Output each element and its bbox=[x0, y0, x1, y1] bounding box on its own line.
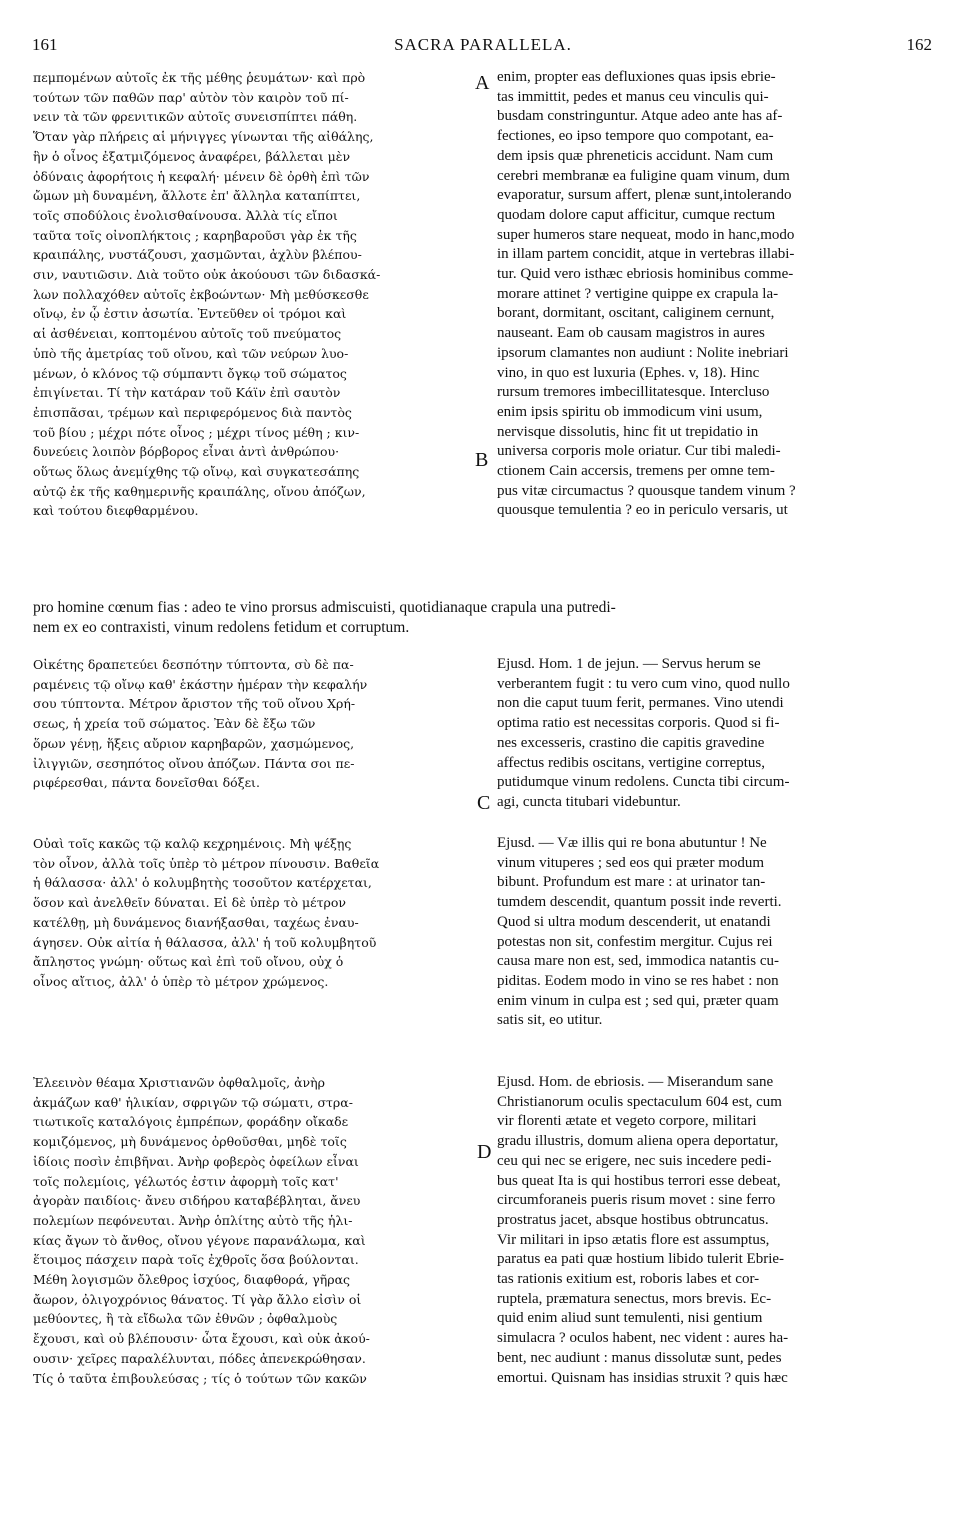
text-line: ipsorum clamantes non audiunt : Nolite inebriari bbox=[497, 344, 789, 361]
margin-marker-b: B bbox=[475, 449, 489, 471]
text-line: vinum vituperes ; sed eos qui præter modum bbox=[497, 854, 765, 871]
text-line: ἰλιγγιῶν, σεσηπότος οἴνου ἀπόζων. Πάντα σοι πε- bbox=[33, 755, 355, 771]
text-line: ctionem Cain accersis, tremens per omne tem- bbox=[497, 463, 775, 480]
text-line: οἴνῳ, ἐν ᾧ ἐστιν ἀσωτία. Ἐντεῦθεν οἱ τρόμοι καὶ bbox=[33, 306, 347, 322]
text-line: ἄωρον, ὀλιγοχρόνιος θάνατος. Τί γὰρ ἄλλο εἰσὶν οἱ bbox=[33, 1291, 362, 1307]
latin-column-section-1 bbox=[497, 68, 935, 521]
text-line: ἐπισπᾶσαι, τρέμων καὶ περιφερόμενος διὰ παντὸς bbox=[33, 404, 352, 420]
text-line: ceu qui nec se erigere, nec suis incedere pedi- bbox=[497, 1152, 772, 1169]
text-line: pus vitæ circumactus ? quousque tandem vinum ? bbox=[497, 482, 796, 499]
text-line: Quod si ultra modum descenderit, ut enatandi bbox=[497, 913, 771, 930]
text-line: ἡ θάλασσα· ἀλλ' ὁ κολυμβητὴς τοσοῦτον κατέρχεται, bbox=[33, 875, 372, 891]
text-line: nem ex eo contraxisti, vinum redolens fetidum et corruptum. bbox=[33, 618, 410, 636]
text-line: quousque temulentia ? eo in periculo versaris, ut bbox=[497, 502, 788, 519]
text-line: ἀκμάζων καθ' ἡλικίαν, σφριγῶν τῷ σώματι, στρα- bbox=[33, 1094, 353, 1110]
text-line: gradu illustris, domum aliena opera deportatur, bbox=[497, 1133, 779, 1150]
text-line: κατέλθῃ, μὴ δυνάμενος διανήξασθαι, ταχέως ἐναυ- bbox=[33, 914, 359, 930]
left-page-number: 161 bbox=[32, 35, 58, 54]
text-line: tumdem descendit, quantum possit inde reverti. bbox=[497, 894, 782, 911]
text-line: prostratus jacet, absque hostibus obtruncatus. bbox=[497, 1211, 769, 1228]
text-line: quodam dolore caput afficitur, cumque rectum bbox=[497, 206, 776, 223]
text-line: οἶνος αἴτιος, ἀλλ' ὁ ὑπὲρ τὸ μέτρον χρώμενος. bbox=[33, 973, 329, 989]
text-line: μένων, ὁ κλόνος τῷ σύμπαντι ὄγκῳ τοῦ σώματος bbox=[33, 365, 347, 381]
text-line: bus queat Ita is qui hostibus terrori esse debeat, bbox=[497, 1172, 781, 1189]
text-line: ἣν ὁ οἶνος ἐξατμιζόμενος ἀναφέρει, βάλλεται μὲν bbox=[33, 148, 351, 164]
text-line: verberantem fugit : tu vero cum vino, quod nullo bbox=[497, 675, 790, 692]
text-line: δυνεύεις λοιπὸν βόρβορος εἶναι ἀντὶ ἀνθρώπου· bbox=[33, 444, 340, 460]
text-line: τὸν οἶνον, ἀλλὰ τοῖς ὑπὲρ τὸ μέτρον πίνουσιν. Βαθεῖα bbox=[33, 855, 380, 871]
text-line: Ejusd. Hom. de ebriosis. — Miserandum sane bbox=[497, 1074, 774, 1090]
text-line: οὕτως ὅλως ἀνεμίχθης τῷ οἴνῳ, καὶ συγκατεσάπης bbox=[33, 464, 360, 480]
text-line: τοῖς πολεμίοις, γέλωτός ἐστιν ἀφορμὴ τοῖς κατ' bbox=[33, 1173, 339, 1189]
text-line: κίας ἄγων τὸ ἄνθος, οἴνου γέγονε παρανάλωμα, καὶ bbox=[33, 1232, 366, 1248]
margin-marker-d: D bbox=[477, 1141, 492, 1163]
text-line: άγησεν. Οὐκ αἰτία ἡ θάλασσα, ἀλλ' ἡ τοῦ κολυμβητοῦ bbox=[33, 934, 377, 950]
text-line: ταῦτα τοῖς οἰνοπλήκτοις ; καρηβαροῦσι γὰρ ἐκ τῆς bbox=[33, 227, 357, 243]
text-line: fectiones, eo ipso tempore quo compotant, ea- bbox=[497, 128, 774, 145]
text-line: tas rationis exitium est, roboris labes et cor- bbox=[497, 1271, 760, 1288]
text-line: σεως, ἡ χρεία τοῦ σώματος. Ἐὰν δὲ ἔξω τῶν bbox=[33, 716, 316, 732]
running-header bbox=[30, 35, 936, 57]
text-line: non die caput tuum ferit, permanes. Vino utendi bbox=[497, 695, 784, 712]
text-line: paratus ea pati quæ hostium libido tulerit Ebrie- bbox=[497, 1251, 785, 1268]
text-line: Ἐλεεινὸν θέαμα Χριστιανῶν ὀφθαλμοῖς, ἀνὴρ bbox=[33, 1075, 325, 1090]
text-line: ἕτοιμος πάσχειν παρὰ τοῖς ἐχθροῖς ὅσα βούλονται. bbox=[33, 1252, 359, 1268]
text-line: ὑπὸ τῆς ἀμετρίας τοῦ οἴνου, καὶ τῶν νεύρων λυο- bbox=[33, 345, 349, 361]
text-line: emortui. Quisnam has insidias struxit ? quis hæc bbox=[497, 1369, 788, 1386]
text-line: Οὐαὶ τοῖς κακῶς τῷ καλῷ κεχρημένοις. Μὴ ψέξῃς bbox=[33, 836, 352, 851]
text-line: τοῖς σποδύλοις ἐνολισθαίνουσα. Ἀλλὰ τίς εἴποι bbox=[33, 207, 338, 223]
text-line: ruptela, præmatura senectus, mors brevis. Ec- bbox=[497, 1290, 772, 1307]
text-line: tas immittit, pedes et manus ceu vinculis qui- bbox=[497, 88, 769, 105]
text-line: ὅρων γένῃ, ἥξεις αὔριον καρηβαρῶν, χασμώμενος, bbox=[33, 735, 355, 751]
text-line: putidumque vinum redolens. Cuncta tibi circum- bbox=[497, 774, 790, 791]
text-line: nes excesseris, crastino die capitis gravedine bbox=[497, 734, 765, 751]
text-line: enim vinum in culpa est ; sed qui, præter quam bbox=[497, 992, 779, 1009]
text-line: Christianorum oculis spectaculum 604 est, cum bbox=[497, 1093, 782, 1110]
latin-column-section-2 bbox=[497, 655, 935, 813]
text-line: borant, dormitant, oscitant, caliginem cernunt, bbox=[497, 305, 775, 322]
text-line: ὤμων μὴ δυναμένη, ἄλλοτε ἐπ' ἄλληλα καταπίπτει, bbox=[33, 188, 361, 204]
text-line: τοῦ βίου ; μέχρι πότε οἶνος ; μέχρι τίνος μέθη ; κιν- bbox=[33, 424, 360, 440]
text-line: in illam partem concidit, atque in vertebras illabi- bbox=[497, 246, 795, 263]
text-line: enim ipsis spiritu ob immodicum vini usum, bbox=[497, 403, 763, 420]
text-line: νειν τὰ τῶν φρενιτικῶν αὐτοῖς συνεισπίπτει πάθη. bbox=[33, 109, 358, 125]
text-line: optima ratio est necessitas corporis. Quod si fi- bbox=[497, 715, 780, 732]
text-line: satis sit, eo utitur. bbox=[497, 1012, 603, 1029]
text-line: circumforaneis pueris risum movet : sine ferro bbox=[497, 1192, 776, 1209]
text-line: σιν, ναυτιῶσιν. Διὰ τοῦτο οὐκ ἀκούουσι τῶν διδασκά- bbox=[33, 267, 381, 283]
text-line: enim, propter eas defluxiones quas ipsis ebrie- bbox=[497, 69, 776, 85]
text-line: dem ipsis quæ phreneticis accidunt. Nam cum bbox=[497, 147, 774, 164]
text-line: Τίς ὁ ταῦτα ἐπιβουλεύσας ; τίς ὁ τούτων τῶν κακῶν bbox=[33, 1370, 367, 1386]
text-line: affectus redibis oscitans, vertigine correptus, bbox=[497, 754, 765, 771]
text-line: universa corporis mole oriatur. Cur tibi maledi- bbox=[497, 443, 781, 460]
text-line: morare attinet ? vertigine quippe ex crapula la- bbox=[497, 285, 779, 302]
text-line: ἔχουσι, καὶ οὐ βλέπουσιν· ὦτα ἔχουσι, καὶ οὐκ ἀκού- bbox=[33, 1331, 370, 1347]
text-line: tur. Quid vero isthæc ebriosis hominibus comme- bbox=[497, 266, 794, 283]
text-line: cerebri membranæ ea fuligine quam vinum, dum bbox=[497, 167, 790, 184]
right-page-number: 162 bbox=[906, 35, 932, 54]
full-width-continuation bbox=[33, 598, 936, 637]
running-title: SACRA PARALLELA. bbox=[394, 35, 572, 54]
text-line: agi, cuncta titubari videbuntur. bbox=[497, 793, 681, 810]
text-line: Vir militari in ipso ætatis flore est assumptus, bbox=[497, 1231, 770, 1248]
text-line: Ejusd. — Væ illis qui re bona abutuntur ! Ne bbox=[497, 835, 767, 851]
text-line: ὀδύναις ἀφορήτοις ἡ κεφαλή· μένειν δὲ ὀρθὴ ἐπὶ τῶν bbox=[33, 168, 370, 184]
text-line: πεμπομένων αὐτοῖς ἐκ τῆς μέθης ῥευμάτων· καὶ πρὸ bbox=[33, 70, 366, 85]
text-line: τούτων τῶν παθῶν παρ' αὐτὸν τὸν καιρὸν τοῦ πί- bbox=[33, 89, 349, 105]
text-line: αὐτῷ ἐκ τῆς καθημερινῆς κραιπάλης, οἴνου ἀπόζων, bbox=[33, 483, 366, 499]
text-line: nervisque dissolutis, hinc fit ut trepidatio in bbox=[497, 423, 759, 440]
greek-column-section-3 bbox=[33, 834, 481, 992]
text-line: bent, nec audiunt : manus dissolutæ sunt, pedes bbox=[497, 1349, 782, 1366]
text-line: piditas. Eodem modo in vino se res habet : non bbox=[497, 972, 779, 989]
text-line: potestas non sit, confestim mergitur. Cujus rei bbox=[497, 933, 773, 950]
text-line: τιωτικοῖς καταλόγοις ἐμπρέπων, φοράδην οἴκαδε bbox=[33, 1114, 349, 1130]
text-line: vino, in quo est luxuria (Ephes. v, 18). Hinc bbox=[497, 364, 760, 381]
text-line: ἀγορὰν παιδίοις· ἄνευ σιδήρου καταβέβληται, ἄνευ bbox=[33, 1193, 361, 1209]
text-line: κομιζόμενος, μὴ δυνάμενος ὀρθοῦσθαι, μηδὲ τοῖς bbox=[33, 1134, 347, 1150]
margin-marker-a: A bbox=[475, 72, 490, 94]
text-line: λων πολλαχόθεν αὐτοῖς ἐκβοώντων· Μὴ μεθύσκεσθε bbox=[33, 286, 369, 302]
text-line: quid enim aliud sunt temulenti, nisi gentium bbox=[497, 1310, 763, 1327]
text-line: ραμένεις τῷ οἴνῳ καθ' ἑκάστην ἡμέραν τὴν κεφαλήν bbox=[33, 676, 368, 692]
text-line: ουσιν· χεῖρες παραλέλυνται, πόδες ἀπενεκρώθησαν. bbox=[33, 1350, 366, 1366]
text-line: Ejusd. Hom. 1 de jejun. — Servus herum se bbox=[497, 656, 761, 672]
text-line: rursum tremores imbecillitatesque. Intercluso bbox=[497, 384, 770, 401]
text-line: Οἰκέτης δραπετεύει δεσπότην τύπτοντα, σὺ δὲ πα- bbox=[33, 657, 354, 672]
margin-marker-c: C bbox=[477, 792, 491, 814]
text-line: super humeros stare nequeat, modo in hanc,modo bbox=[497, 226, 795, 243]
text-line: nauseant. Eam ob causam magistros in aures bbox=[497, 325, 765, 342]
text-line: pro homine cœnum fias : adeo te vino prorsus admiscuisti, quotidianaque crapula una putredi- bbox=[33, 599, 616, 616]
text-line: ἄπληστος γνώμη· οὕτως καὶ ἐπὶ τοῦ οἴνου, οὐχ ὁ bbox=[33, 954, 344, 970]
text-line: σου τύπτοντα. Μέτρον ἄριστον τῆς τοῦ οἴνου Χρή- bbox=[33, 696, 356, 712]
text-line: evaporatur, sursum affert, plenæ sunt,intolerando bbox=[497, 187, 792, 204]
text-line: καὶ τούτου διεφθαρμένου. bbox=[33, 503, 199, 519]
text-line: simulacra ? oculos habent, nec vident : aures ha- bbox=[497, 1330, 789, 1347]
text-line: busdam constringuntur. Atque adeo ante has af- bbox=[497, 108, 783, 125]
text-line: μεθύοντες, ἢ τὰ εἴδωλα τῶν ἐθνῶν ; ὀφθαλμοὺς bbox=[33, 1311, 338, 1327]
latin-column-section-4 bbox=[497, 1073, 935, 1388]
text-line: Μέθη λογισμῶν ὄλεθρος ἰσχύος, διαφθορά, γῆρας bbox=[33, 1272, 351, 1288]
greek-column-section-4 bbox=[33, 1073, 481, 1388]
text-line: ριφέρεσθαι, πάντα δονεῖσθαι δόξει. bbox=[33, 775, 260, 791]
latin-column-section-3 bbox=[497, 834, 935, 1031]
text-line: ἰδίοις ποσὶν ἐπιβῆναι. Ἀνὴρ φοβερὸς ὀφείλων εἶναι bbox=[33, 1153, 359, 1169]
text-line: αἱ ἀσθένειαι, κοπτομένου αὐτοῖς τοῦ πνεύματος bbox=[33, 326, 342, 342]
text-line: causa mare non est, sed, immodica natantis cu- bbox=[497, 953, 779, 970]
text-line: ὅσον καὶ ἀνελθεῖν δύναται. Εἰ δὲ ὑπὲρ τὸ μέτρον bbox=[33, 895, 347, 911]
text-line: vir florenti ætate et vegeto corpore, militari bbox=[497, 1113, 757, 1130]
text-line: bibunt. Profundum est mare : at urinator tan- bbox=[497, 874, 766, 891]
text-line: κραιπάλης, νυστάζουσι, χασμῶνται, ἀχλὺν βλέπου- bbox=[33, 247, 362, 263]
greek-column-section-1 bbox=[33, 68, 481, 521]
text-line: Ὅταν γὰρ πλήρεις αἱ μήνιγγες γίνωνται τῆς αἰθάλης, bbox=[33, 129, 374, 145]
greek-column-section-2 bbox=[33, 655, 481, 793]
text-line: ἐπιγίνεται. Τί τὴν κατάραν τοῦ Κάϊν ἐπὶ σαυτὸν bbox=[33, 385, 341, 401]
text-line: πολεμίων πεφόνευται. Ἀνὴρ ὁπλίτης αὐτὸ τῆς ἡλι- bbox=[33, 1212, 353, 1228]
